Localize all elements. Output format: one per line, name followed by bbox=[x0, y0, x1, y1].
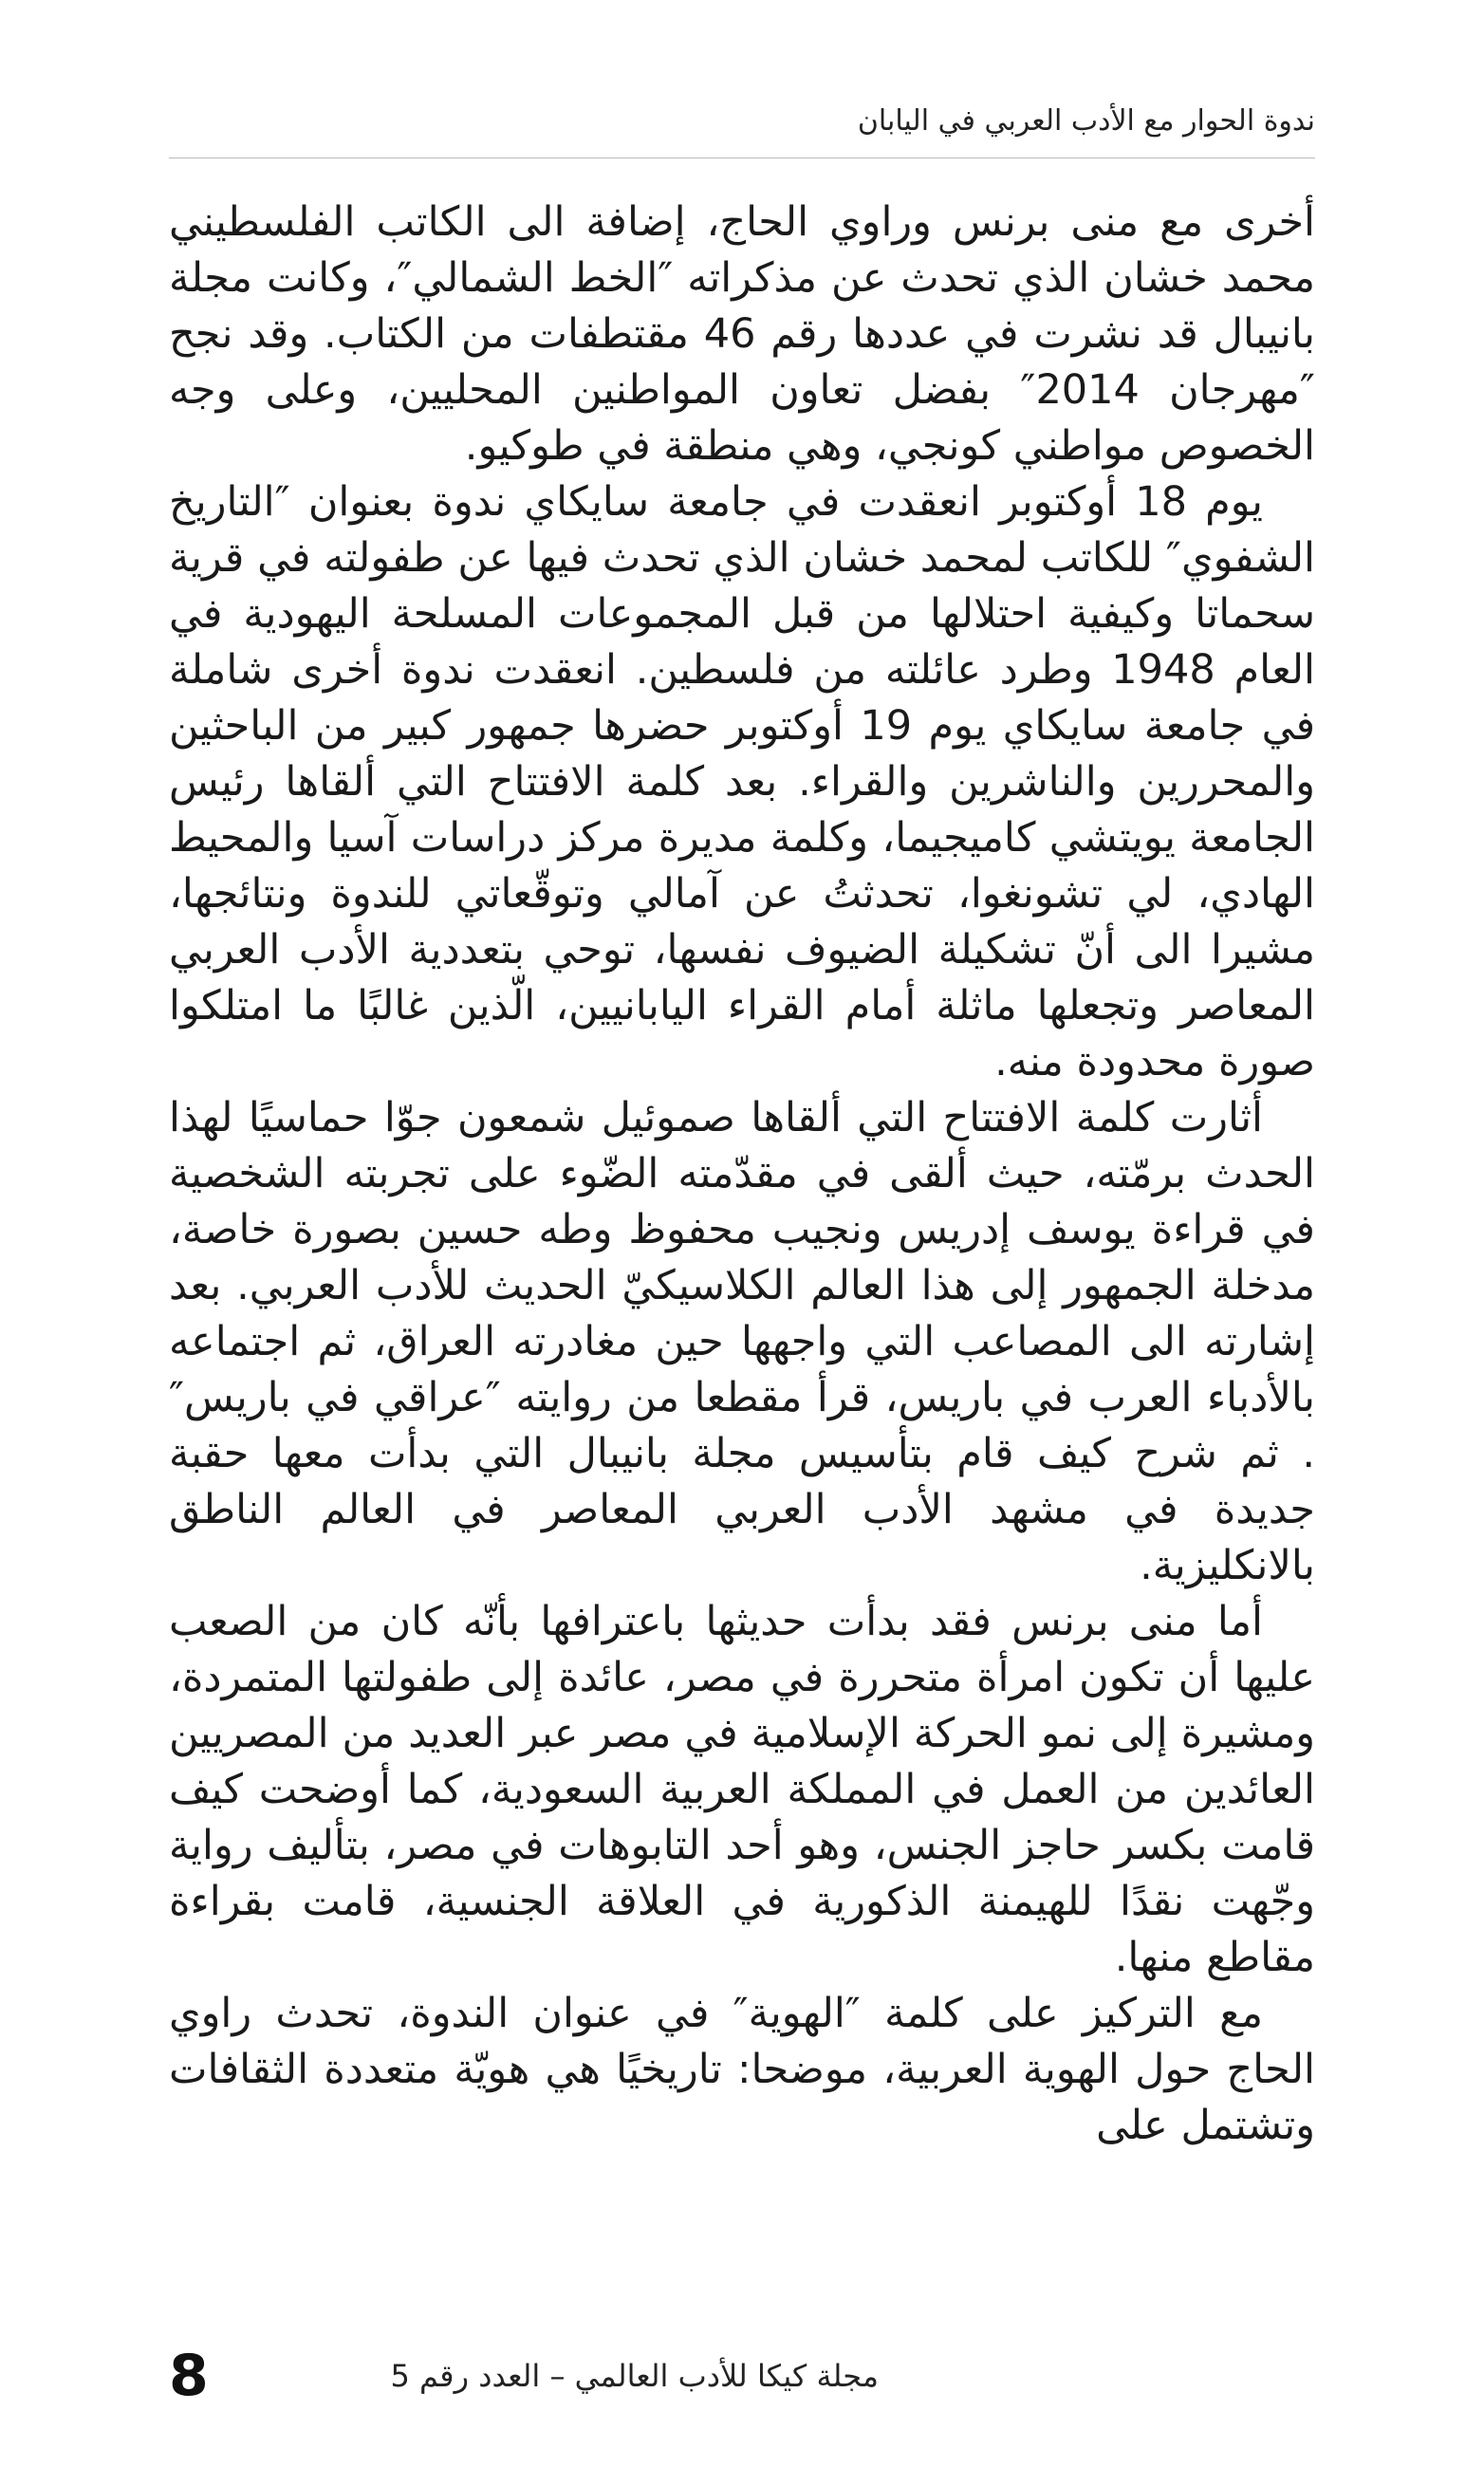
paragraph-4: أما منى برنس فقد بدأت حديثها باعترافها بأنّه كان من الصعب عليها أن تكون امرأة متحررة في مصر، عائدة إلى طفولتها المتمردة، ومشيرة إلى نمو الحركة الإسلامية في مصر عبر العديد من المصريين العائدين من العمل في المملكة العربية السعودية، كما أوضحت كيف قامت بكسر حاجز الجنس، وهو أحد التابوهات في مصر، بتأليف رواية وجّهت نقدًا للهيمنة الذكورية في العلاقة الجنسية، قامت بقراءة مقاطع منها. bbox=[169, 1598, 1315, 1981]
footer-journal-title: مجلة كيكا للأدب العالمي – العدد رقم 5 bbox=[390, 2358, 879, 2394]
article-body bbox=[169, 195, 1315, 2154]
page-footer bbox=[169, 2343, 1315, 2412]
paragraph-5: مع التركيز على كلمة ″الهوية″ في عنوان الندوة، تحدث راوي الحاج حول الهوية العربية، موضحا: تاريخيًا هي هويّة متعددة الثقافات وتشتمل على bbox=[169, 1990, 1315, 2149]
paragraph-1: أخرى مع منى برنس وراوي الحاج، إضافة الى الكاتب الفلسطيني محمد خشان الذي تحدث عن مذكراته ″الخط الشمالي″، وكانت مجلة بانيبال قد نشرت في عددها رقم 46 مقتطفات من الكتاب. وقد نجح ″مهرجان 2014″ بفضل تعاون المواطنين المحليين، وعلى وجه الخصوص مواطني كونجي، وهي منطقة في طوكيو. bbox=[169, 198, 1315, 470]
running-header: ندوة الحوار مع الأدب العربي في اليابان bbox=[857, 104, 1315, 138]
paragraph-2: يوم 18 أوكتوبر انعقدت في جامعة سايكاي ندوة بعنوان ″التاريخ الشفوي″ للكاتب لمحمد خشان الذي تحدث فيها عن طفولته في قرية سحماتا وكيفية احتلالها من قبل المجموعات المسلحة اليهودية في العام 1948 وطرد عائلته من فلسطين. انعقدت ندوة أخرى شاملة في جامعة سايكاي يوم 19 أوكتوبر حضرها جمهور كبير من الباحثين والمحررين والناشرين والقراء. بعد كلمة الافتتاح التي ألقاها رئيس الجامعة يويتشي كاميجيما، وكلمة مديرة مركز دراسات آسيا والمحيط الهادي، لي تشونغوا، تحدثتُ عن آمالي وتوقّعاتي للندوة ونتائجها، مشيرا الى أنّ تشكيلة الضيوف نفسها، توحي بتعددية الأدب العربي المعاصر وتجعلها ماثلة أمام القراء اليابانيين، الّذين غالبًا ما امتلكوا صورة محدودة منه. bbox=[169, 478, 1315, 1085]
paragraph-3: أثارت كلمة الافتتاح التي ألقاها صموئيل شمعون جوّا حماسيًا لهذا الحدث برمّته، حيث ألقى في مقدّمته الضّوء على تجربته الشخصية في قراءة يوسف إدريس ونجيب محفوظ وطه حسين بصورة خاصة، مدخلة الجمهور إلى هذا العالم الكلاسيكيّ الحديث للأدب العربي. بعد إشارته الى المصاعب التي واجهها حين مغادرته العراق، ثم اجتماعه بالأدباء العرب في باريس، قرأ مقطعا من روايته ″عراقي في باريس″ . ثم شرح كيف قام بتأسيس مجلة بانيبال التي بدأت معها حقبة جديدة في مشهد الأدب العربي المعاصر في العالم الناطق بالانكليزية. bbox=[169, 1094, 1315, 1589]
page-number: 8 bbox=[169, 2343, 209, 2409]
